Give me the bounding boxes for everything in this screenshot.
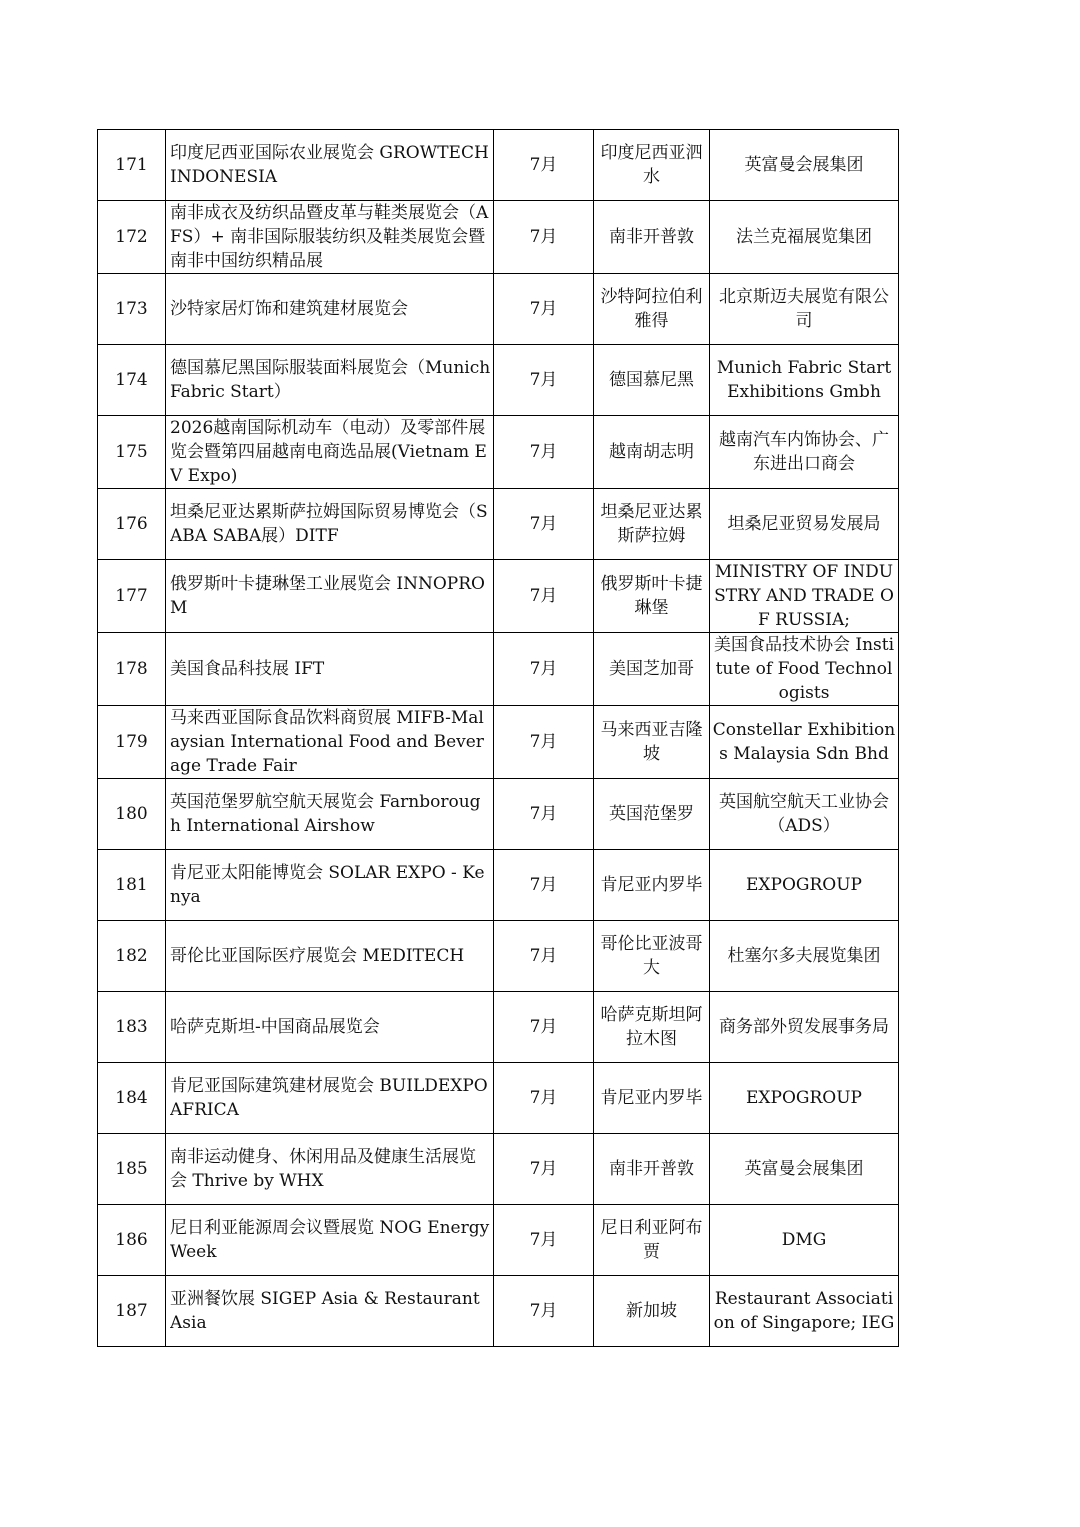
location-cell xyxy=(594,1205,710,1276)
location-cell xyxy=(594,560,710,633)
row-number-cell xyxy=(98,1063,166,1134)
row-number-cell xyxy=(98,274,166,345)
month-cell xyxy=(494,201,594,274)
exhibition-location: 坦桑尼亚达累斯萨拉姆 xyxy=(600,502,703,546)
exhibition-location: 哥伦比亚波哥大 xyxy=(600,934,703,978)
month-cell xyxy=(494,633,594,706)
exhibition-organizer: 英富曼会展集团 xyxy=(744,1159,864,1179)
exhibition-organizer: 法兰克福展览集团 xyxy=(736,227,872,247)
row-number: 183 xyxy=(115,1017,148,1037)
organizer-cell xyxy=(710,489,899,560)
exhibition-name: 德国慕尼黑国际服装面料展览会（Munich Fabric Start） xyxy=(170,358,491,402)
table-row xyxy=(98,560,899,633)
row-number: 186 xyxy=(115,1230,148,1250)
exhibition-name: 马来西亚国际食品饮料商贸展 MIFB-Malaysian International Food and Beverage Trade Fair xyxy=(170,708,484,776)
organizer-cell xyxy=(710,560,899,633)
exhibition-location: 南非开普敦 xyxy=(609,227,694,247)
organizer-cell xyxy=(710,633,899,706)
table-row xyxy=(98,1134,899,1205)
month-cell xyxy=(494,992,594,1063)
location-cell xyxy=(594,201,710,274)
table-row xyxy=(98,416,899,489)
exhibition-month: 7月 xyxy=(529,514,558,534)
exhibition-name: 哈萨克斯坦-中国商品展览会 xyxy=(170,1017,380,1037)
row-number-cell xyxy=(98,1276,166,1347)
exhibition-month: 7月 xyxy=(529,875,558,895)
month-cell xyxy=(494,779,594,850)
location-cell xyxy=(594,779,710,850)
month-cell xyxy=(494,706,594,779)
location-cell xyxy=(594,921,710,992)
exhibition-name-cell xyxy=(166,633,494,706)
exhibition-name: 南非成衣及纺织品暨皮革与鞋类展览会（AFS）+ 南非国际服装纺织及鞋类展览会暨南非中国纺织精品展 xyxy=(170,203,489,271)
exhibition-table xyxy=(97,129,899,1347)
exhibition-organizer: 坦桑尼亚贸易发展局 xyxy=(727,514,881,534)
exhibition-name-cell xyxy=(166,1276,494,1347)
exhibition-location: 尼日利亚阿布贾 xyxy=(600,1218,703,1262)
table-row xyxy=(98,633,899,706)
exhibition-table-body xyxy=(98,130,899,1347)
exhibition-name-cell xyxy=(166,416,494,489)
exhibition-month: 7月 xyxy=(529,442,558,462)
exhibition-location: 哈萨克斯坦阿拉木图 xyxy=(600,1005,703,1049)
exhibition-month: 7月 xyxy=(529,1088,558,1108)
table-row xyxy=(98,130,899,201)
exhibition-month: 7月 xyxy=(529,659,558,679)
exhibition-organizer: 北京斯迈夫展览有限公司 xyxy=(719,287,889,331)
organizer-cell xyxy=(710,274,899,345)
exhibition-name: 肯尼亚国际建筑建材展览会 BUILDEXPO AFRICA xyxy=(170,1076,488,1120)
row-number-cell xyxy=(98,706,166,779)
exhibition-location: 俄罗斯叶卡捷琳堡 xyxy=(600,574,703,618)
exhibition-organizer: 美国食品技术协会 Institute of Food Technologists xyxy=(713,635,895,703)
table-row xyxy=(98,706,899,779)
row-number: 172 xyxy=(115,227,148,247)
row-number-cell xyxy=(98,130,166,201)
row-number: 179 xyxy=(115,732,148,752)
organizer-cell xyxy=(710,1134,899,1205)
exhibition-name-cell xyxy=(166,345,494,416)
organizer-cell xyxy=(710,416,899,489)
row-number-cell xyxy=(98,1205,166,1276)
table-row xyxy=(98,1063,899,1134)
exhibition-organizer: Munich Fabric Start Exhibitions Gmbh xyxy=(716,358,892,402)
row-number: 187 xyxy=(115,1301,148,1321)
exhibition-name-cell xyxy=(166,489,494,560)
table-row xyxy=(98,921,899,992)
row-number: 181 xyxy=(115,875,148,895)
month-cell xyxy=(494,345,594,416)
row-number: 175 xyxy=(115,442,148,462)
exhibition-name: 肯尼亚太阳能博览会 SOLAR EXPO - Kenya xyxy=(170,863,485,907)
location-cell xyxy=(594,850,710,921)
exhibition-name-cell xyxy=(166,921,494,992)
location-cell xyxy=(594,1134,710,1205)
exhibition-organizer: Constellar Exhibitions Malaysia Sdn Bhd xyxy=(712,720,896,764)
month-cell xyxy=(494,850,594,921)
location-cell xyxy=(594,345,710,416)
table-row xyxy=(98,345,899,416)
exhibition-location: 肯尼亚内罗毕 xyxy=(600,1088,703,1108)
exhibition-organizer: 越南汽车内饰协会、广东进出口商会 xyxy=(719,430,889,474)
location-cell xyxy=(594,633,710,706)
exhibition-month: 7月 xyxy=(529,586,558,606)
exhibition-name: 印度尼西亚国际农业展览会 GROWTECH INDONESIA xyxy=(170,143,489,187)
exhibition-name-cell xyxy=(166,779,494,850)
organizer-cell xyxy=(710,130,899,201)
location-cell xyxy=(594,274,710,345)
exhibition-month: 7月 xyxy=(529,804,558,824)
table-row xyxy=(98,992,899,1063)
row-number: 176 xyxy=(115,514,148,534)
row-number: 182 xyxy=(115,946,148,966)
exhibition-name: 哥伦比亚国际医疗展览会 MEDITECH xyxy=(170,946,465,966)
row-number-cell xyxy=(98,850,166,921)
row-number-cell xyxy=(98,633,166,706)
month-cell xyxy=(494,1205,594,1276)
table-row xyxy=(98,489,899,560)
exhibition-month: 7月 xyxy=(529,155,558,175)
table-row xyxy=(98,1205,899,1276)
month-cell xyxy=(494,1134,594,1205)
exhibition-location: 南非开普敦 xyxy=(609,1159,694,1179)
exhibition-organizer: 商务部外贸发展事务局 xyxy=(719,1017,889,1037)
row-number: 177 xyxy=(115,586,148,606)
exhibition-month: 7月 xyxy=(529,227,558,247)
exhibition-name: 南非运动健身、休闲用品及健康生活展览会 Thrive by WHX xyxy=(170,1147,476,1191)
location-cell xyxy=(594,1063,710,1134)
location-cell xyxy=(594,130,710,201)
exhibition-month: 7月 xyxy=(529,946,558,966)
month-cell xyxy=(494,1276,594,1347)
exhibition-name: 俄罗斯叶卡捷琳堡工业展览会 INNOPROM xyxy=(170,574,485,618)
exhibition-location: 英国范堡罗 xyxy=(609,804,694,824)
table-row xyxy=(98,1276,899,1347)
exhibition-name-cell xyxy=(166,130,494,201)
row-number-cell xyxy=(98,560,166,633)
exhibition-name-cell xyxy=(166,992,494,1063)
row-number-cell xyxy=(98,489,166,560)
month-cell xyxy=(494,1063,594,1134)
location-cell xyxy=(594,416,710,489)
exhibition-organizer: EXPOGROUP xyxy=(746,1088,862,1108)
organizer-cell xyxy=(710,779,899,850)
exhibition-location: 越南胡志明 xyxy=(609,442,694,462)
organizer-cell xyxy=(710,992,899,1063)
month-cell xyxy=(494,130,594,201)
month-cell xyxy=(494,921,594,992)
row-number: 171 xyxy=(115,155,148,175)
row-number: 173 xyxy=(115,299,148,319)
exhibition-organizer: 杜塞尔多夫展览集团 xyxy=(727,946,881,966)
row-number: 174 xyxy=(115,370,148,390)
organizer-cell xyxy=(710,1063,899,1134)
exhibition-organizer: 英富曼会展集团 xyxy=(744,155,864,175)
exhibition-name-cell xyxy=(166,1134,494,1205)
organizer-cell xyxy=(710,345,899,416)
exhibition-location: 沙特阿拉伯利雅得 xyxy=(600,287,703,331)
exhibition-location: 新加坡 xyxy=(626,1301,677,1321)
exhibition-name: 沙特家居灯饰和建筑建材展览会 xyxy=(170,299,408,319)
exhibition-month: 7月 xyxy=(529,1159,558,1179)
exhibition-organizer: DMG xyxy=(781,1230,827,1250)
month-cell xyxy=(494,560,594,633)
exhibition-name-cell xyxy=(166,1205,494,1276)
exhibition-month: 7月 xyxy=(529,299,558,319)
row-number: 184 xyxy=(115,1088,148,1108)
row-number: 178 xyxy=(115,659,148,679)
organizer-cell xyxy=(710,706,899,779)
month-cell xyxy=(494,416,594,489)
exhibition-name: 英国范堡罗航空航天展览会 Farnborough International Airshow xyxy=(170,792,481,836)
row-number-cell xyxy=(98,345,166,416)
exhibition-month: 7月 xyxy=(529,370,558,390)
exhibition-name-cell xyxy=(166,850,494,921)
exhibition-name: 2026越南国际机动车（电动）及零部件展览会暨第四届越南电商选品展(Vietnam EV Expo) xyxy=(170,418,487,486)
exhibition-month: 7月 xyxy=(529,1230,558,1250)
location-cell xyxy=(594,992,710,1063)
row-number: 185 xyxy=(115,1159,148,1179)
exhibition-location: 德国慕尼黑 xyxy=(609,370,694,390)
exhibition-name: 美国食品科技展 IFT xyxy=(170,659,325,679)
exhibition-name-cell xyxy=(166,274,494,345)
exhibition-month: 7月 xyxy=(529,732,558,752)
exhibition-organizer: EXPOGROUP xyxy=(746,875,862,895)
row-number-cell xyxy=(98,1134,166,1205)
location-cell xyxy=(594,489,710,560)
exhibition-organizer: Restaurant Association of Singapore; IEG xyxy=(713,1289,895,1333)
month-cell xyxy=(494,274,594,345)
row-number-cell xyxy=(98,992,166,1063)
organizer-cell xyxy=(710,921,899,992)
location-cell xyxy=(594,1276,710,1347)
table-row xyxy=(98,201,899,274)
table-row xyxy=(98,850,899,921)
exhibition-organizer: MINISTRY OF INDUSTRY AND TRADE OF RUSSIA; xyxy=(714,562,894,630)
exhibition-location: 印度尼西亚泗水 xyxy=(600,143,703,187)
exhibition-name-cell xyxy=(166,201,494,274)
table-row xyxy=(98,779,899,850)
organizer-cell xyxy=(710,850,899,921)
row-number: 180 xyxy=(115,804,148,824)
exhibition-name-cell xyxy=(166,1063,494,1134)
table-row xyxy=(98,274,899,345)
row-number-cell xyxy=(98,201,166,274)
exhibition-location: 马来西亚吉隆坡 xyxy=(600,720,703,764)
exhibition-name: 亚洲餐饮展 SIGEP Asia & Restaurant Asia xyxy=(170,1289,480,1333)
exhibition-month: 7月 xyxy=(529,1017,558,1037)
exhibition-name: 坦桑尼亚达累斯萨拉姆国际贸易博览会（SABA SABA展）DITF xyxy=(170,502,488,546)
organizer-cell xyxy=(710,201,899,274)
exhibition-organizer: 英国航空航天工业协会（ADS） xyxy=(719,792,889,836)
month-cell xyxy=(494,489,594,560)
location-cell xyxy=(594,706,710,779)
exhibition-location: 肯尼亚内罗毕 xyxy=(600,875,703,895)
row-number-cell xyxy=(98,779,166,850)
organizer-cell xyxy=(710,1276,899,1347)
row-number-cell xyxy=(98,416,166,489)
exhibition-location: 美国芝加哥 xyxy=(609,659,694,679)
exhibition-name: 尼日利亚能源周会议暨展览 NOG Energy Week xyxy=(170,1218,490,1262)
organizer-cell xyxy=(710,1205,899,1276)
exhibition-name-cell xyxy=(166,706,494,779)
exhibition-name-cell xyxy=(166,560,494,633)
exhibition-month: 7月 xyxy=(529,1301,558,1321)
row-number-cell xyxy=(98,921,166,992)
